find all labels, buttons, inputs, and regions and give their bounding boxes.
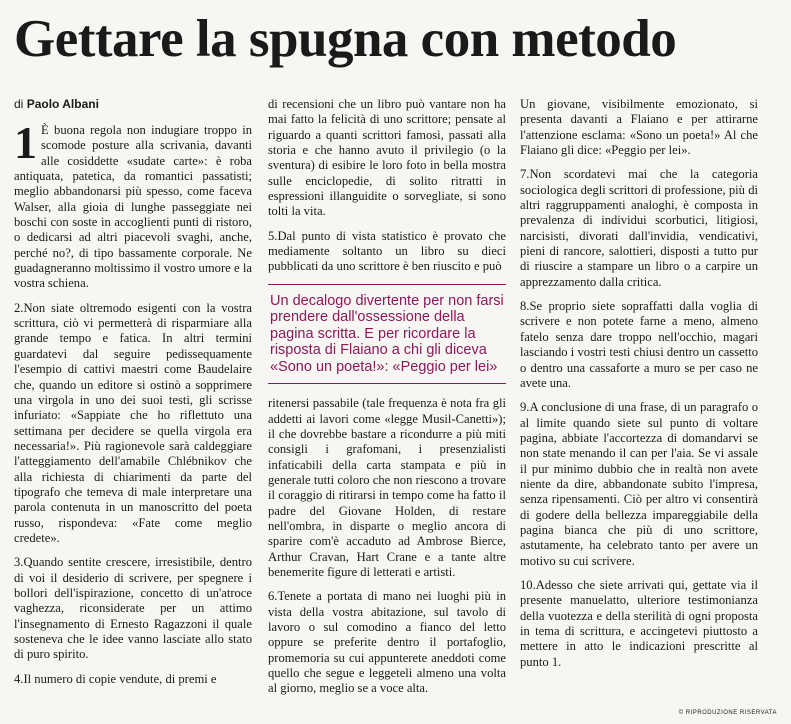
pull-quote: Un decalogo divertente per non farsi prendere dall'ossessione della pagina scritta. E per ricordare la risposta di Flaiano a chi gli diceva «Sono un poeta!»: «Peggio per lei» (268, 284, 506, 385)
column-2 (268, 97, 506, 718)
paragraph-text: Se proprio siete sopraffatti dalla voglia di scrivere e non potete farne a meno, almeno fatelo senza dare troppo nell'occhio, magari lasciando i vostri testi chiusi dentro un cassetto o dentro una cassaforte a muro se per caso ne avete una. (520, 299, 758, 390)
paragraph-2 (14, 301, 252, 547)
paragraph-10 (520, 578, 758, 670)
paragraph-4-cont (268, 97, 506, 220)
item-number: 3. (14, 555, 24, 570)
byline-prefix: di (14, 97, 24, 111)
paragraph-text: Il numero di copie vendute, di premi e (23, 671, 217, 686)
paragraph-text: Adesso che siete arrivati qui, gettate via il presente manuelatto, ulteriore testimonianza della vuotezza e della sterilità di ogni proposta in tema di scrittura, e accingetevi piuttosto a mettere in atto le indicazioni prescritte al punto 1. (520, 577, 758, 669)
item-number: 10. (520, 577, 536, 592)
drop-cap: 1 (14, 117, 37, 168)
copyright-notice: © RIPRODUZIONE RISERVATA (678, 710, 777, 716)
paragraph-text: Tenete a portata di mano nei luoghi più in vista della vostra abitazione, sul tavolo di lavoro o sul comodino a fianco del letto oppure se preferite dentro il portafoglio, promemoria su cui appunterete aneddoti come quello che segue e leggeteli almeno una volta al giorno, meglio se a voce alta. (268, 589, 506, 696)
paragraph-1 (14, 117, 252, 292)
paragraph-text: Non scordatevi mai che la categoria sociologica degli scrittori di professione, più di altri raggruppamenti analoghi, è composta in prevalenza di individui scorbutici, litigiosi, narcisisti, divorati dall'invidia, vendicativi, pieni di rancore, salottieri, disposti a tutto pur di riuscire a stampare un libro o a carpire un apprezzamento dalla critica. (520, 167, 758, 289)
paragraph-text: Non siate oltremodo esigenti con la vostra scrittura, ciò vi permetterà di risparmiare alla grande tempo e fatica. In altri termini guardatevi dal seguire pedissequamente l'esempio di cattivi maestri come Baudelaire che, quando un editore si ostinò a sopprimere una virgola in uno dei suoi testi, gli scrisse infuriato: «Sappiate che ho riflettuto una settimana per decidere se quella virgola era necessaria!». Più ragionevole sarà caldeggiare l'atteggiamento dell'amabile Chlébnikov che alla richiesta di chiarimenti da parte del tipografo che temeva di male interpretare una parola contenuta in un manoscritto del poeta russo, rispondeva: «Fate come meglio credete». (14, 300, 252, 545)
paragraph-8 (520, 299, 758, 391)
paragraph-text: ritenersi passabile (tale frequenza è nota fra gli addetti ai lavori come «legge Musil-Canetti»); il che dovrebbe bastare a ricondurre a più miti consigli i grafomani, i presenzialisti infaticabili della carta stampata e più in generale tutti coloro che non riescono a trovare il coraggio di ritirarsi in tempo come ha fatto il padre del Giovane Holden, di restare nell'ombra, in disparte o meglio ancora di sparire com'è accaduto ad Ambrose Bierce, Arthur Cravan, Hart Crane e a tante altre benemerite figure di letterati e artisti. (268, 396, 506, 580)
item-number: 9. (520, 400, 530, 415)
paragraph-text: Quando sentite crescere, irresistibile, dentro di voi il desiderio di scrivere, per spegnere i bollori dell'ispirazione, concetto di un'atroce vaghezza, riconsiderate per un attimo l'insegnamento di Ernesto Ragazzoni il quale sosteneva che le idee vanno lasciate allo stato di puro spirito. (14, 555, 252, 662)
article-title: Gettare la spugna con metodo (14, 10, 677, 68)
paragraph-4 (14, 672, 252, 687)
paragraph-text: Un giovane, visibilmente emozionato, si presenta davanti a Flaiano e per attirarne l'attenzione esclama: «Sono un poeta!» Al che Flaiano gli dice: «Peggio per lei». (520, 97, 758, 158)
column-1 (14, 97, 252, 718)
paragraph-5 (268, 229, 506, 275)
paragraph-text: Dal punto di vista statistico è provato che mediamente soltanto un libro su dieci pubblicati da uno scrittore è ben riuscito e può (268, 228, 506, 274)
item-number: 7. (520, 167, 530, 182)
paragraph-6-cont (520, 97, 758, 158)
item-number: 6. (268, 589, 278, 604)
column-3 (520, 97, 758, 718)
item-number: 5. (268, 228, 278, 243)
paragraph-text: A conclusione di una frase, di un paragrafo o al limite quando siete sul punto di voltare pagina, abbiate l'accortezza di domandarvi se non state menando il can per l'aia. Se vi assale il pur minimo dubbio che in realtà non avete niente da dire, abbandonate subito l'impresa, senza ripensamenti. Ciò per altro vi consentirà di godere della bellezza impareggiabile della pagina bianca che più di uno scrittore, astutamente, ha celebrato tanto per avere un motivo su cui scrivere. (520, 400, 758, 568)
paragraph-3 (14, 555, 252, 662)
paragraph-5-cont (268, 396, 506, 580)
item-number: 2. (14, 300, 24, 315)
paragraph-7 (520, 167, 758, 290)
paragraph-6 (268, 589, 506, 696)
paragraph-text: È buona regola non indugiare troppo in scomode posture alla scrivania, davanti alle cosiddette «sudate carte»: è roba antiquata, patetica, da romantici passatisti; meglio abbandonarsi più spesso, come faceva Walser, alla gioia di lunghe passeggiate nei boschi con soste in accoglienti punti di ristoro, o dedicarsi ad altri piacevoli svaghi, anche, perché no?, di tipo bassamente corporale. Ne guadagneranno moltissimo il vostro umore e la vostra schiena. (14, 123, 252, 291)
paragraph-9 (520, 400, 758, 569)
item-number: 4. (14, 671, 24, 686)
byline (14, 97, 252, 111)
author-name: Paolo Albani (26, 97, 99, 111)
item-number: 8. (520, 299, 530, 314)
paragraph-text: di recensioni che un libro può vantare non ha mai fatto la felicità di uno scrittore; pensate al riguardo a quanti scrittori famosi, passati alla storia e che hanno avuto il privilegio (o la sventura) di esibire le loro foto in bella mostra sulle enciclopedie, di solito ritratti in espressioni illanguidite o sorvegliate, si sono tolti la vita. (268, 97, 506, 219)
